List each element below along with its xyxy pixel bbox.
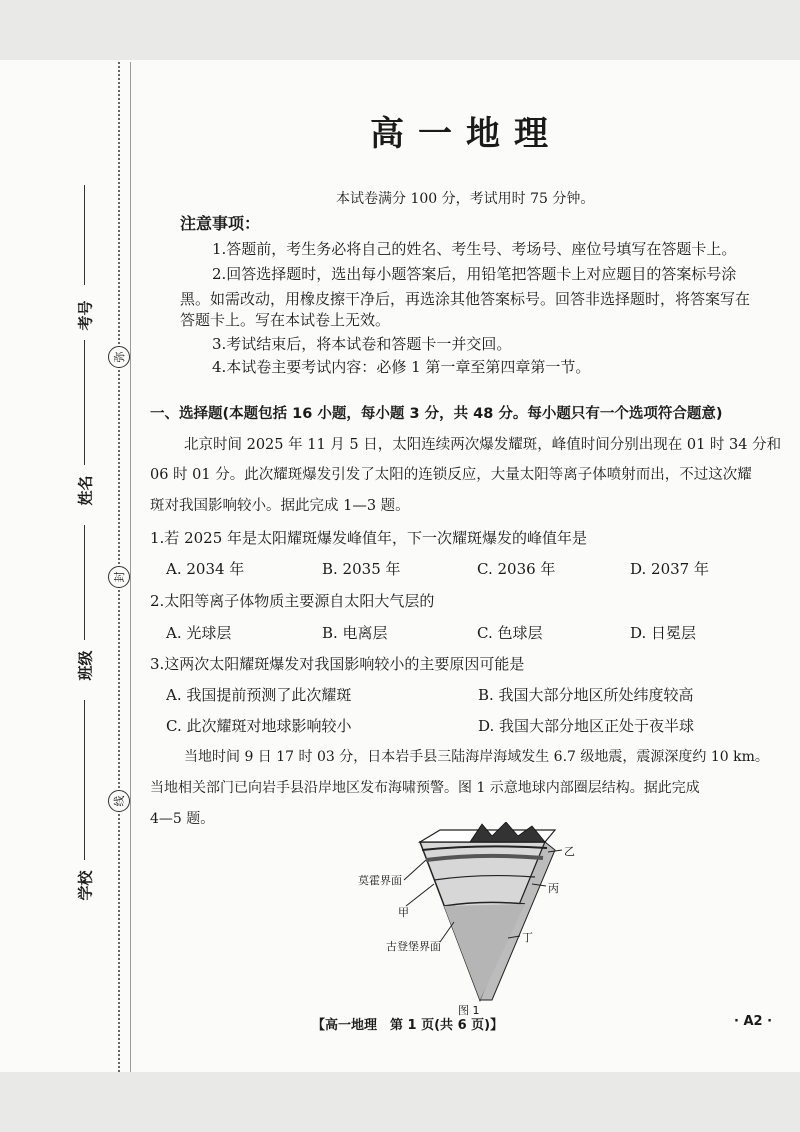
figure-caption: 图 1 [458,1004,480,1017]
notice-line-4: 答题卡上。写在本试卷上无效。 [180,311,391,329]
seal-mark-feng: 封 [108,566,130,588]
sidebar-exam-no-label: 考号 [76,300,95,331]
binding-solid-line [130,62,131,1072]
footer-code: · A2 · [734,1014,773,1029]
earth-interior-figure [340,822,590,1018]
seal-mark-xian: 线 [108,790,130,812]
sidebar-name-label: 姓名 [76,475,95,506]
footer-page-info: 【高一地理 第 1 页(共 6 页)】 [312,1018,504,1033]
passage-2-line-1: 当地时间 9 日 17 时 03 分，日本岩手县三陆海岸海域发生 6.7 级地震，震源深度约 10 km。 [184,749,769,765]
sidebar-class-label: 班级 [76,650,95,681]
label-moho: 莫霍界面 [358,874,402,887]
q1-option-b: B. 2035 年 [322,560,401,578]
passage-1-line-2: 06 时 01 分。此次耀斑爆发引发了太阳的连锁反应，大量太阳等离子体喷射而出，不过这次耀 [150,467,752,483]
exam-subtitle: 本试卷满分 100 分，考试用时 75 分钟。 [336,191,595,207]
label-yi: 乙 [564,845,575,858]
core-shading [444,904,525,1000]
question-3: 3.这两次太阳耀斑爆发对我国影响较小的主要原因可能是 [150,655,525,673]
label-bing: 丙 [548,882,559,895]
seal-mark-mi: 弥 [108,346,130,368]
q3-option-c: C. 此次耀斑对地球影响较小 [166,717,352,735]
passage-2-line-2: 当地相关部门已向岩手县沿岸地区发布海啸预警。图 1 示意地球内部圈层结构。据此完成 [150,780,700,796]
passage-1-line-1: 北京时间 2025 年 11 月 5 日，太阳连续两次爆发耀斑，峰值时间分别出现在 01 时 34 分和 [184,437,782,453]
q2-option-a: A. 光球层 [166,624,232,642]
q1-option-a: A. 2034 年 [166,560,245,578]
passage-2-line-3: 4—5 题。 [150,811,215,827]
sidebar-class-line [84,525,85,640]
page-title: 高一地理 [370,114,562,154]
notice-line-6: 4.本试卷主要考试内容：必修 1 第一章至第四章第一节。 [212,358,591,376]
moho-leader [404,860,426,880]
label-ding: 丁 [522,931,533,944]
question-2: 2.太阳等离子体物质主要源自太阳大气层的 [150,592,435,610]
label-jia: 甲 [398,906,409,919]
q2-option-c: C. 色球层 [477,624,543,642]
q1-option-d: D. 2037 年 [630,560,709,578]
jia-leader [406,884,434,906]
q3-option-d: D. 我国大部分地区正处于夜半球 [478,717,695,735]
passage-1-line-3: 斑对我国影响较小。据此完成 1—3 题。 [150,498,410,514]
sidebar-school-line [84,700,85,860]
q2-option-b: B. 电离层 [322,624,388,642]
sidebar-exam-no-line [84,185,85,285]
notice-line-5: 3.考试结束后，将本试卷和答题卡一并交回。 [212,335,512,353]
section-1-heading: 一、选择题(本题包括 16 小题，每小题 3 分，共 48 分。每小题只有一个选项符合题意) [150,406,723,422]
q3-option-b: B. 我国大部分地区所处纬度较高 [478,686,694,704]
notice-line-3: 黑。如需改动，用橡皮擦干净后，再选涂其他答案标号。回答非选择题时，将答案写在 [180,290,751,308]
q3-option-a: A. 我国提前预测了此次耀斑 [166,686,352,704]
sidebar-school-label: 学校 [76,870,95,901]
notice-line-2: 2.回答选择题时，选出每小题答案后，用铅笔把答题卡上对应题目的答案标号涂 [212,265,737,283]
notice-line-1: 1.答题前，考生务必将自己的姓名、考生号、考场号、座位号填写在答题卡上。 [212,240,737,258]
q2-option-d: D. 日冕层 [630,624,697,642]
sidebar-name-line [84,340,85,465]
notice-heading: 注意事项： [180,214,261,233]
mountain-relief [470,822,545,842]
label-gutenberg: 古登堡界面 [386,940,441,953]
q1-option-c: C. 2036 年 [477,560,556,578]
gutenberg-leader [440,922,454,942]
question-1: 1.若 2025 年是太阳耀斑爆发峰值年，下一次耀斑爆发的峰值年是 [150,529,588,547]
